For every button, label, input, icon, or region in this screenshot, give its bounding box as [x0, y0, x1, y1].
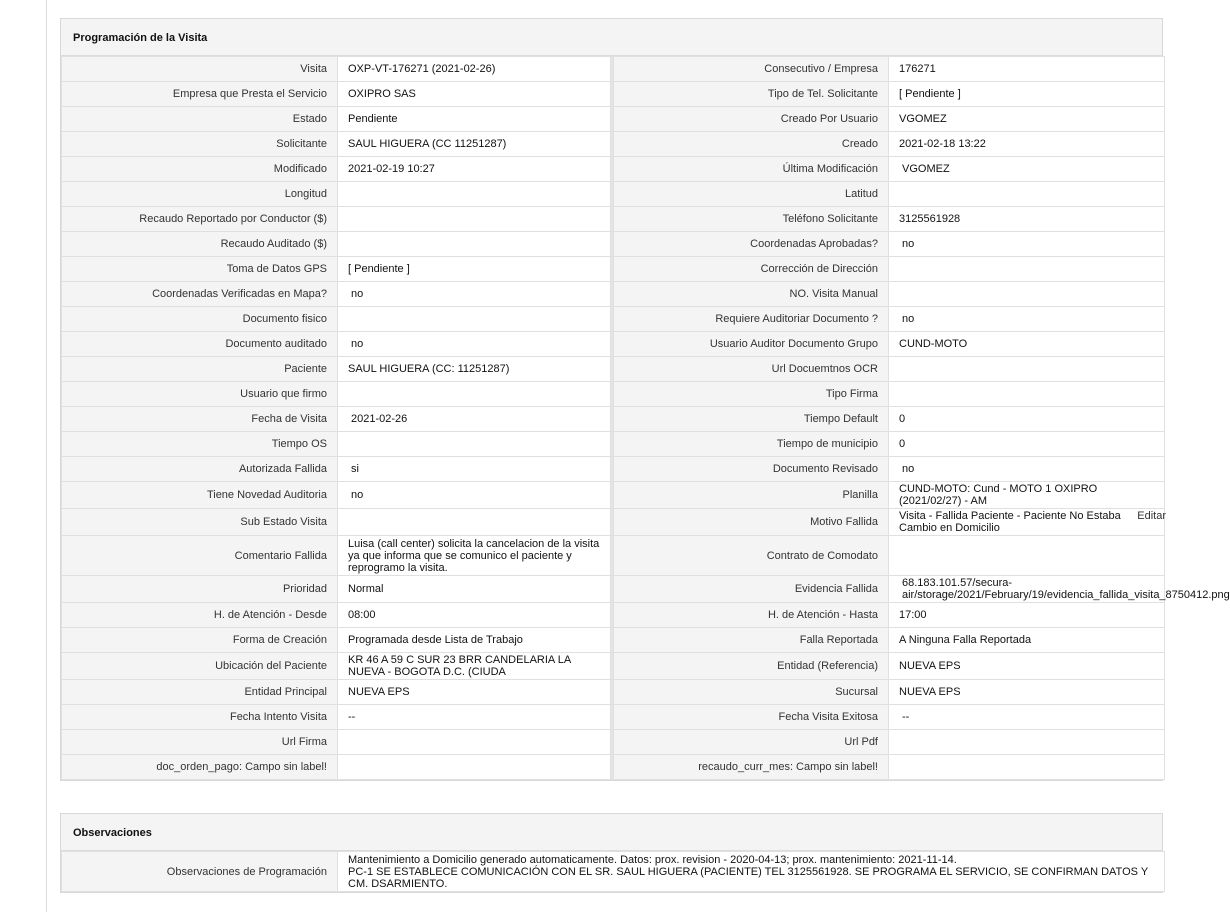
field-value-text: NUEVA EPS: [899, 686, 961, 698]
field-value-text: Normal: [348, 583, 384, 595]
observaciones-table: [61, 851, 1165, 892]
field-label-text: Url Pdf: [844, 736, 878, 748]
field-label-text: Tipo Firma: [825, 388, 878, 400]
field-value-text: NUEVA EPS: [348, 686, 410, 698]
field-value: [889, 705, 1165, 730]
table-row: [62, 182, 1165, 207]
field-value: [338, 157, 611, 182]
field-value-text: 2021-02-19 10:27: [348, 163, 435, 175]
field-value: [338, 82, 611, 107]
field-value-text: OXP-VT-176271 (2021-02-26): [348, 63, 496, 75]
field-value-text: Pendiente: [348, 113, 398, 125]
field-label-text: Modificado: [273, 163, 327, 175]
field-value-text: no: [351, 489, 364, 501]
field-label-text: Prioridad: [282, 583, 327, 595]
table-row: [62, 576, 1165, 603]
field-label: [614, 307, 889, 332]
field-label: [614, 257, 889, 282]
field-value: [889, 107, 1165, 132]
field-label-text: Estado: [292, 113, 327, 125]
field-label-text: Latitud: [844, 188, 878, 200]
table-row: [62, 257, 1165, 282]
field-label: [62, 332, 338, 357]
field-label: [614, 57, 889, 82]
field-label-text: Consecutivo / Empresa: [764, 63, 878, 75]
field-value: [338, 628, 611, 653]
table-row: [62, 307, 1165, 332]
field-value-text: no: [902, 313, 915, 325]
edit-link[interactable]: Editar: [1137, 510, 1166, 522]
field-value: [889, 357, 1165, 382]
table-row: [62, 852, 1165, 892]
field-value: [889, 57, 1165, 82]
field-value: [338, 755, 611, 780]
field-label: [614, 232, 889, 257]
field-label-text: Autorizada Fallida: [238, 463, 327, 475]
field-value: [338, 257, 611, 282]
table-row: [62, 282, 1165, 307]
field-label: [62, 653, 338, 680]
field-label-text: Usuario Auditor Documento Grupo: [709, 338, 878, 350]
field-label: [62, 132, 338, 157]
field-label: [614, 382, 889, 407]
field-value-text: CUND-MOTO: [899, 338, 968, 350]
field-value-text: si: [351, 463, 359, 475]
field-value-text: 08:00: [348, 609, 376, 621]
field-value-text: --: [902, 711, 910, 723]
field-value: [889, 482, 1165, 509]
table-row: [62, 82, 1165, 107]
table-row: [62, 628, 1165, 653]
field-label: [62, 680, 338, 705]
field-value: [338, 332, 611, 357]
field-label-text: Url Firma: [281, 736, 327, 748]
field-label: [614, 157, 889, 182]
field-label-text: Usuario que firmo: [240, 388, 327, 400]
field-label: [62, 357, 338, 382]
field-label: [62, 755, 338, 780]
field-value: [338, 182, 611, 207]
field-value: [889, 536, 1165, 576]
field-label-text: Documento Revisado: [772, 463, 878, 475]
table-row: [62, 407, 1165, 432]
field-value: [889, 603, 1165, 628]
field-label-text: Última Modificación: [782, 163, 878, 175]
field-value: [338, 407, 611, 432]
field-label: [62, 182, 338, 207]
field-value-text: 0: [899, 413, 906, 425]
field-label-text: Visita: [300, 63, 327, 75]
field-value-text: Luisa (call center) solicita la cancelacion de la visita ya que informa que se comunico el paciente y reprogramo la visita.: [348, 537, 600, 574]
field-label-text: Fecha Visita Exitosa: [778, 711, 878, 723]
table-row: [62, 509, 1165, 536]
field-value: [889, 382, 1165, 407]
field-value: [889, 232, 1165, 257]
field-label: [614, 482, 889, 509]
field-value: [889, 730, 1165, 755]
field-label: [614, 357, 889, 382]
field-label-text: Solicitante: [276, 138, 327, 150]
field-label: [614, 132, 889, 157]
field-value: [338, 132, 611, 157]
table-row: [62, 457, 1165, 482]
field-label-text: Fecha Intento Visita: [229, 711, 327, 723]
field-value: [889, 307, 1165, 332]
table-row: [62, 536, 1165, 576]
field-label: [614, 407, 889, 432]
table-row: [62, 132, 1165, 157]
field-value: [338, 282, 611, 307]
table-row: [62, 653, 1165, 680]
field-value: [889, 207, 1165, 232]
table-row: [62, 603, 1165, 628]
field-value: [338, 482, 611, 509]
field-label-text: Creado Por Usuario: [780, 113, 878, 125]
field-label: [62, 457, 338, 482]
field-label-text: Planilla: [842, 489, 878, 501]
table-row: [62, 705, 1165, 730]
table-row: [62, 107, 1165, 132]
field-label: [62, 232, 338, 257]
field-value: [889, 653, 1165, 680]
field-value-text: no: [902, 463, 915, 475]
field-label: [614, 603, 889, 628]
programacion-panel: [60, 18, 1230, 781]
field-label-text: Paciente: [284, 363, 327, 375]
table-row: [62, 730, 1165, 755]
field-value-text: 176271: [899, 63, 936, 75]
field-label-text: Tipo de Tel. Solicitante: [767, 88, 878, 100]
field-value: [338, 705, 611, 730]
field-label-text: Sucursal: [835, 686, 878, 698]
field-label: [62, 536, 338, 576]
field-value: [338, 382, 611, 407]
field-value-text: Visita - Fallida Paciente - Paciente No Estaba Cambio en Domicilio: [899, 510, 1121, 534]
field-value-text: 68.183.101.57/secura-air/storage/2021/February/19/evidencia_fallida_visita_8750412.png: [902, 577, 1230, 601]
field-label: [614, 207, 889, 232]
field-value-text: 2021-02-26: [351, 413, 408, 425]
table-row: [62, 232, 1165, 257]
field-value: [338, 457, 611, 482]
field-value: [338, 680, 611, 705]
field-value: [338, 57, 611, 82]
field-label: [614, 576, 889, 603]
field-value-text: SAUL HIGUERA (CC 11251287): [348, 138, 507, 150]
field-label-text: Creado: [841, 138, 878, 150]
table-row: [62, 680, 1165, 705]
field-label: [62, 509, 338, 536]
table-row: [62, 382, 1165, 407]
field-value: [889, 457, 1165, 482]
field-value: [338, 730, 611, 755]
field-value: [338, 509, 611, 536]
field-label-text: Ubicación del Paciente: [215, 660, 327, 672]
field-value: [889, 407, 1165, 432]
field-label-text: Teléfono Solicitante: [782, 213, 878, 225]
field-value: [889, 332, 1165, 357]
field-value-text: SAUL HIGUERA (CC: 11251287): [348, 363, 510, 375]
field-value-text: A Ninguna Falla Reportada: [899, 634, 1032, 646]
field-value-text: VGOMEZ: [899, 113, 947, 125]
table-row: [62, 57, 1165, 82]
field-label: [62, 730, 338, 755]
observaciones-title: Observaciones: [61, 814, 1162, 851]
field-value: [889, 157, 1165, 182]
field-label: [614, 107, 889, 132]
field-label-text: Forma de Creación: [232, 634, 327, 646]
field-value-text: [ Pendiente ]: [348, 263, 410, 275]
field-value: [338, 603, 611, 628]
field-value-text: 3125561928: [899, 213, 961, 225]
field-label: [614, 680, 889, 705]
field-value-text: no: [351, 288, 364, 300]
field-label-text: Evidencia Fallida: [794, 583, 878, 595]
field-label: [62, 57, 338, 82]
table-row: [62, 207, 1165, 232]
field-label: [62, 628, 338, 653]
field-label-text: Recaudo Reportado por Conductor ($): [139, 213, 327, 225]
field-label-text: H. de Atención - Desde: [213, 609, 327, 621]
field-value-text: 2021-02-18 13:22: [899, 138, 986, 150]
field-label: [614, 332, 889, 357]
field-label: [614, 755, 889, 780]
field-label: [62, 407, 338, 432]
field-value: [889, 680, 1165, 705]
field-label: [614, 628, 889, 653]
field-value: [338, 536, 611, 576]
table-row: [62, 755, 1165, 780]
field-label-text: Coordenadas Aprobadas?: [750, 238, 878, 250]
field-label: [62, 382, 338, 407]
field-label-text: H. de Atención - Hasta: [767, 609, 878, 621]
field-value-text: KR 46 A 59 C SUR 23 BRR CANDELARIA LA NUEVA - BOGOTA D.C. (CIUDA: [348, 654, 571, 678]
field-value-text: NUEVA EPS: [899, 660, 961, 672]
field-label: [614, 432, 889, 457]
field-value: [889, 182, 1165, 207]
field-value-text: no: [902, 238, 915, 250]
field-value: [889, 257, 1165, 282]
field-value: [889, 82, 1165, 107]
field-label-text: Contrato de Comodato: [766, 549, 878, 562]
field-value: [338, 653, 611, 680]
field-value: [889, 628, 1165, 653]
field-value: [338, 207, 611, 232]
field-label: [614, 82, 889, 107]
field-value: [338, 232, 611, 257]
field-label: [62, 207, 338, 232]
field-label-text: recaudo_curr_mes: Campo sin label!: [698, 761, 878, 773]
field-label-text: Entidad (Referencia): [777, 660, 878, 672]
field-value: [338, 357, 611, 382]
field-label-text: Recaudo Auditado ($): [220, 238, 327, 250]
field-label-text: Requiere Auditoriar Documento ?: [715, 313, 878, 325]
field-value: [338, 107, 611, 132]
field-value-text: [ Pendiente ]: [899, 88, 961, 100]
field-label-text: NO. Visita Manual: [789, 288, 878, 300]
field-label: [614, 536, 889, 576]
table-row: [62, 482, 1165, 509]
field-value: [889, 432, 1165, 457]
field-label: [614, 705, 889, 730]
field-label: [62, 432, 338, 457]
field-value: [338, 576, 611, 603]
field-label-text: Toma de Datos GPS: [226, 263, 327, 275]
table-row: [62, 357, 1165, 382]
table-row: [62, 432, 1165, 457]
field-value: [338, 307, 611, 332]
field-value-text: Programada desde Lista de Trabajo: [348, 634, 523, 646]
field-label: [62, 282, 338, 307]
field-label: [614, 730, 889, 755]
field-value: [889, 132, 1165, 157]
left-border-line: [46, 0, 47, 912]
field-label-text: Documento fisico: [242, 313, 327, 325]
field-label-text: Documento auditado: [225, 338, 327, 350]
field-value-text: 17:00: [899, 609, 927, 621]
field-label: [62, 482, 338, 509]
field-value-text: --: [348, 711, 356, 723]
observaciones-label: Observaciones de Programación: [62, 852, 338, 892]
field-value-text: no: [351, 338, 364, 350]
field-label-text: Coordenadas Verificadas en Mapa?: [152, 288, 327, 300]
field-label: [614, 457, 889, 482]
field-label: [62, 705, 338, 730]
field-value: [889, 755, 1165, 780]
field-label-text: Falla Reportada: [799, 634, 878, 646]
field-value-text: OXIPRO SAS: [348, 88, 416, 100]
observaciones-panel: [60, 813, 1163, 893]
table-row: [62, 157, 1165, 182]
field-label: [62, 257, 338, 282]
field-label-text: Empresa que Presta el Servicio: [172, 88, 327, 100]
field-label-text: Tiene Novedad Auditoria: [206, 489, 327, 501]
field-label-text: Comentario Fallida: [234, 549, 327, 562]
field-label: [62, 82, 338, 107]
field-label-text: doc_orden_pago: Campo sin label!: [156, 761, 327, 773]
field-label-text: Longitud: [284, 188, 327, 200]
field-value: [338, 432, 611, 457]
field-value: [889, 282, 1165, 307]
field-value-text: CUND-MOTO: Cund - MOTO 1 OXIPRO (2021/02/27) - AM: [899, 483, 1098, 507]
field-label: [614, 509, 889, 536]
field-label-text: Entidad Principal: [244, 686, 327, 698]
field-label-text: Url Docuemtnos OCR: [771, 363, 878, 375]
field-label-text: Fecha de Visita: [251, 413, 327, 425]
field-label: [62, 603, 338, 628]
field-label: [62, 157, 338, 182]
field-label: [614, 182, 889, 207]
field-label: [614, 653, 889, 680]
field-label-text: Sub Estado Visita: [240, 516, 327, 528]
programacion-table: [61, 56, 1230, 780]
field-label-text: Tiempo Default: [803, 413, 878, 425]
field-value: [889, 576, 1230, 603]
field-label-text: Corrección de Dirección: [760, 263, 878, 275]
programacion-title: Programación de la Visita: [61, 19, 1162, 56]
field-value-text: VGOMEZ: [902, 163, 950, 175]
field-label: [614, 282, 889, 307]
field-label-text: Motivo Fallida: [810, 516, 878, 528]
field-value-text: 0: [899, 438, 906, 450]
field-value: [889, 509, 1165, 536]
field-label-text: Tiempo OS: [271, 438, 327, 450]
field-label: [62, 107, 338, 132]
observaciones-value: Mantenimiento a Domicilio generado automaticamente. Datos: prox. revision - 2020-04-13; prox. mantenimiento: 2021-11-14. PC-1 SE ESTABLECE COMUNICACIÓN CON EL SR. SAUL HIGUERA (PACIENTE) TEL 3125561928. SE PROGRAMA EL SERVICIO, SE CONFIRMAN DATOS Y CM. DSARMIENTO.: [338, 852, 1165, 892]
field-label: [62, 307, 338, 332]
table-row: [62, 332, 1165, 357]
field-label: [62, 576, 338, 603]
field-label-text: Tiempo de municipio: [776, 438, 878, 450]
